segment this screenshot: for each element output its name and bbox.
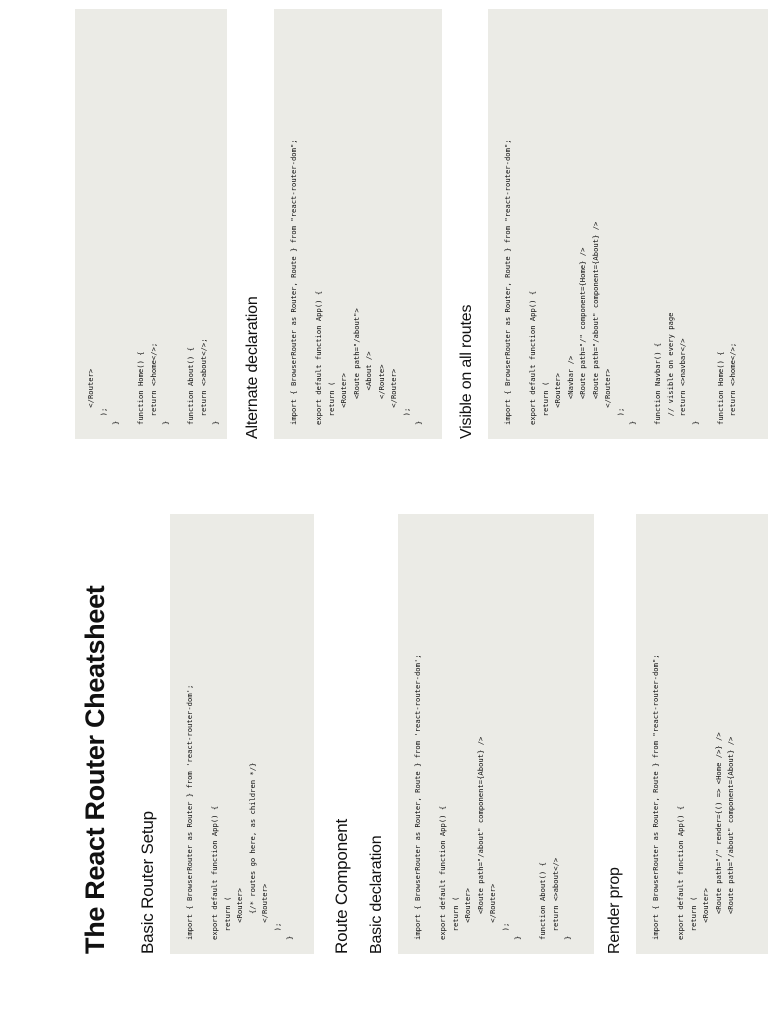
- render-prop-code-continued: </Router> ); } function Home() { return <>home</>; } function About() { return <>about</>; }: [75, 9, 227, 439]
- render-prop-heading: Render prop: [606, 867, 623, 954]
- basic-declaration-heading: Basic declaration: [368, 835, 385, 954]
- route-component-heading: Route Component: [332, 819, 351, 954]
- right-column: [0, 9, 768, 439]
- basic-router-setup-heading: Basic Router Setup: [138, 811, 157, 954]
- render-prop-code: import { BrowserRouter as Router, Route } from "react-router-dom"; export default function App() { return ( <Router> <Route path="/" render={() => <Home />} /> <Route path="/about" component={About} />: [636, 514, 768, 954]
- visible-on-all-routes-heading: Visible on all routes: [458, 304, 475, 439]
- left-column: [0, 514, 768, 954]
- page-title: The React Router Cheatsheet: [80, 585, 110, 954]
- basic-declaration-code: import { BrowserRouter as Router, Route } from 'react-router-dom'; export default function App() { return ( <Router> <Route path="/about" component={About} /> </Router> ); } function About() { return <>about</> }: [398, 514, 594, 954]
- visible-on-all-routes-code: import { BrowserRouter as Router, Route } from "react-router-dom"; export default function App() { return ( <Router> <Navbar /> <Route path="/" component={Home} /> <Route path="/about" component={About} /> </Router> ); } function Navbar() { // visible on every page return <>navbar</> } function Home() { return <>home</>;: [488, 9, 768, 439]
- alternate-declaration-heading: Alternate declaration: [244, 296, 261, 439]
- basic-router-setup-code: import { BrowserRouter as Router } from 'react-router-dom'; export default function App() { return ( <Router> {/* routes go here, as children */} </Router> ); }: [170, 514, 314, 954]
- alternate-declaration-code: import { BrowserRouter as Router, Route } from "react-router-dom"; export default function App() { return ( <Router> <Route path="/about"> <About /> </Route> </Router> ); }: [274, 9, 442, 439]
